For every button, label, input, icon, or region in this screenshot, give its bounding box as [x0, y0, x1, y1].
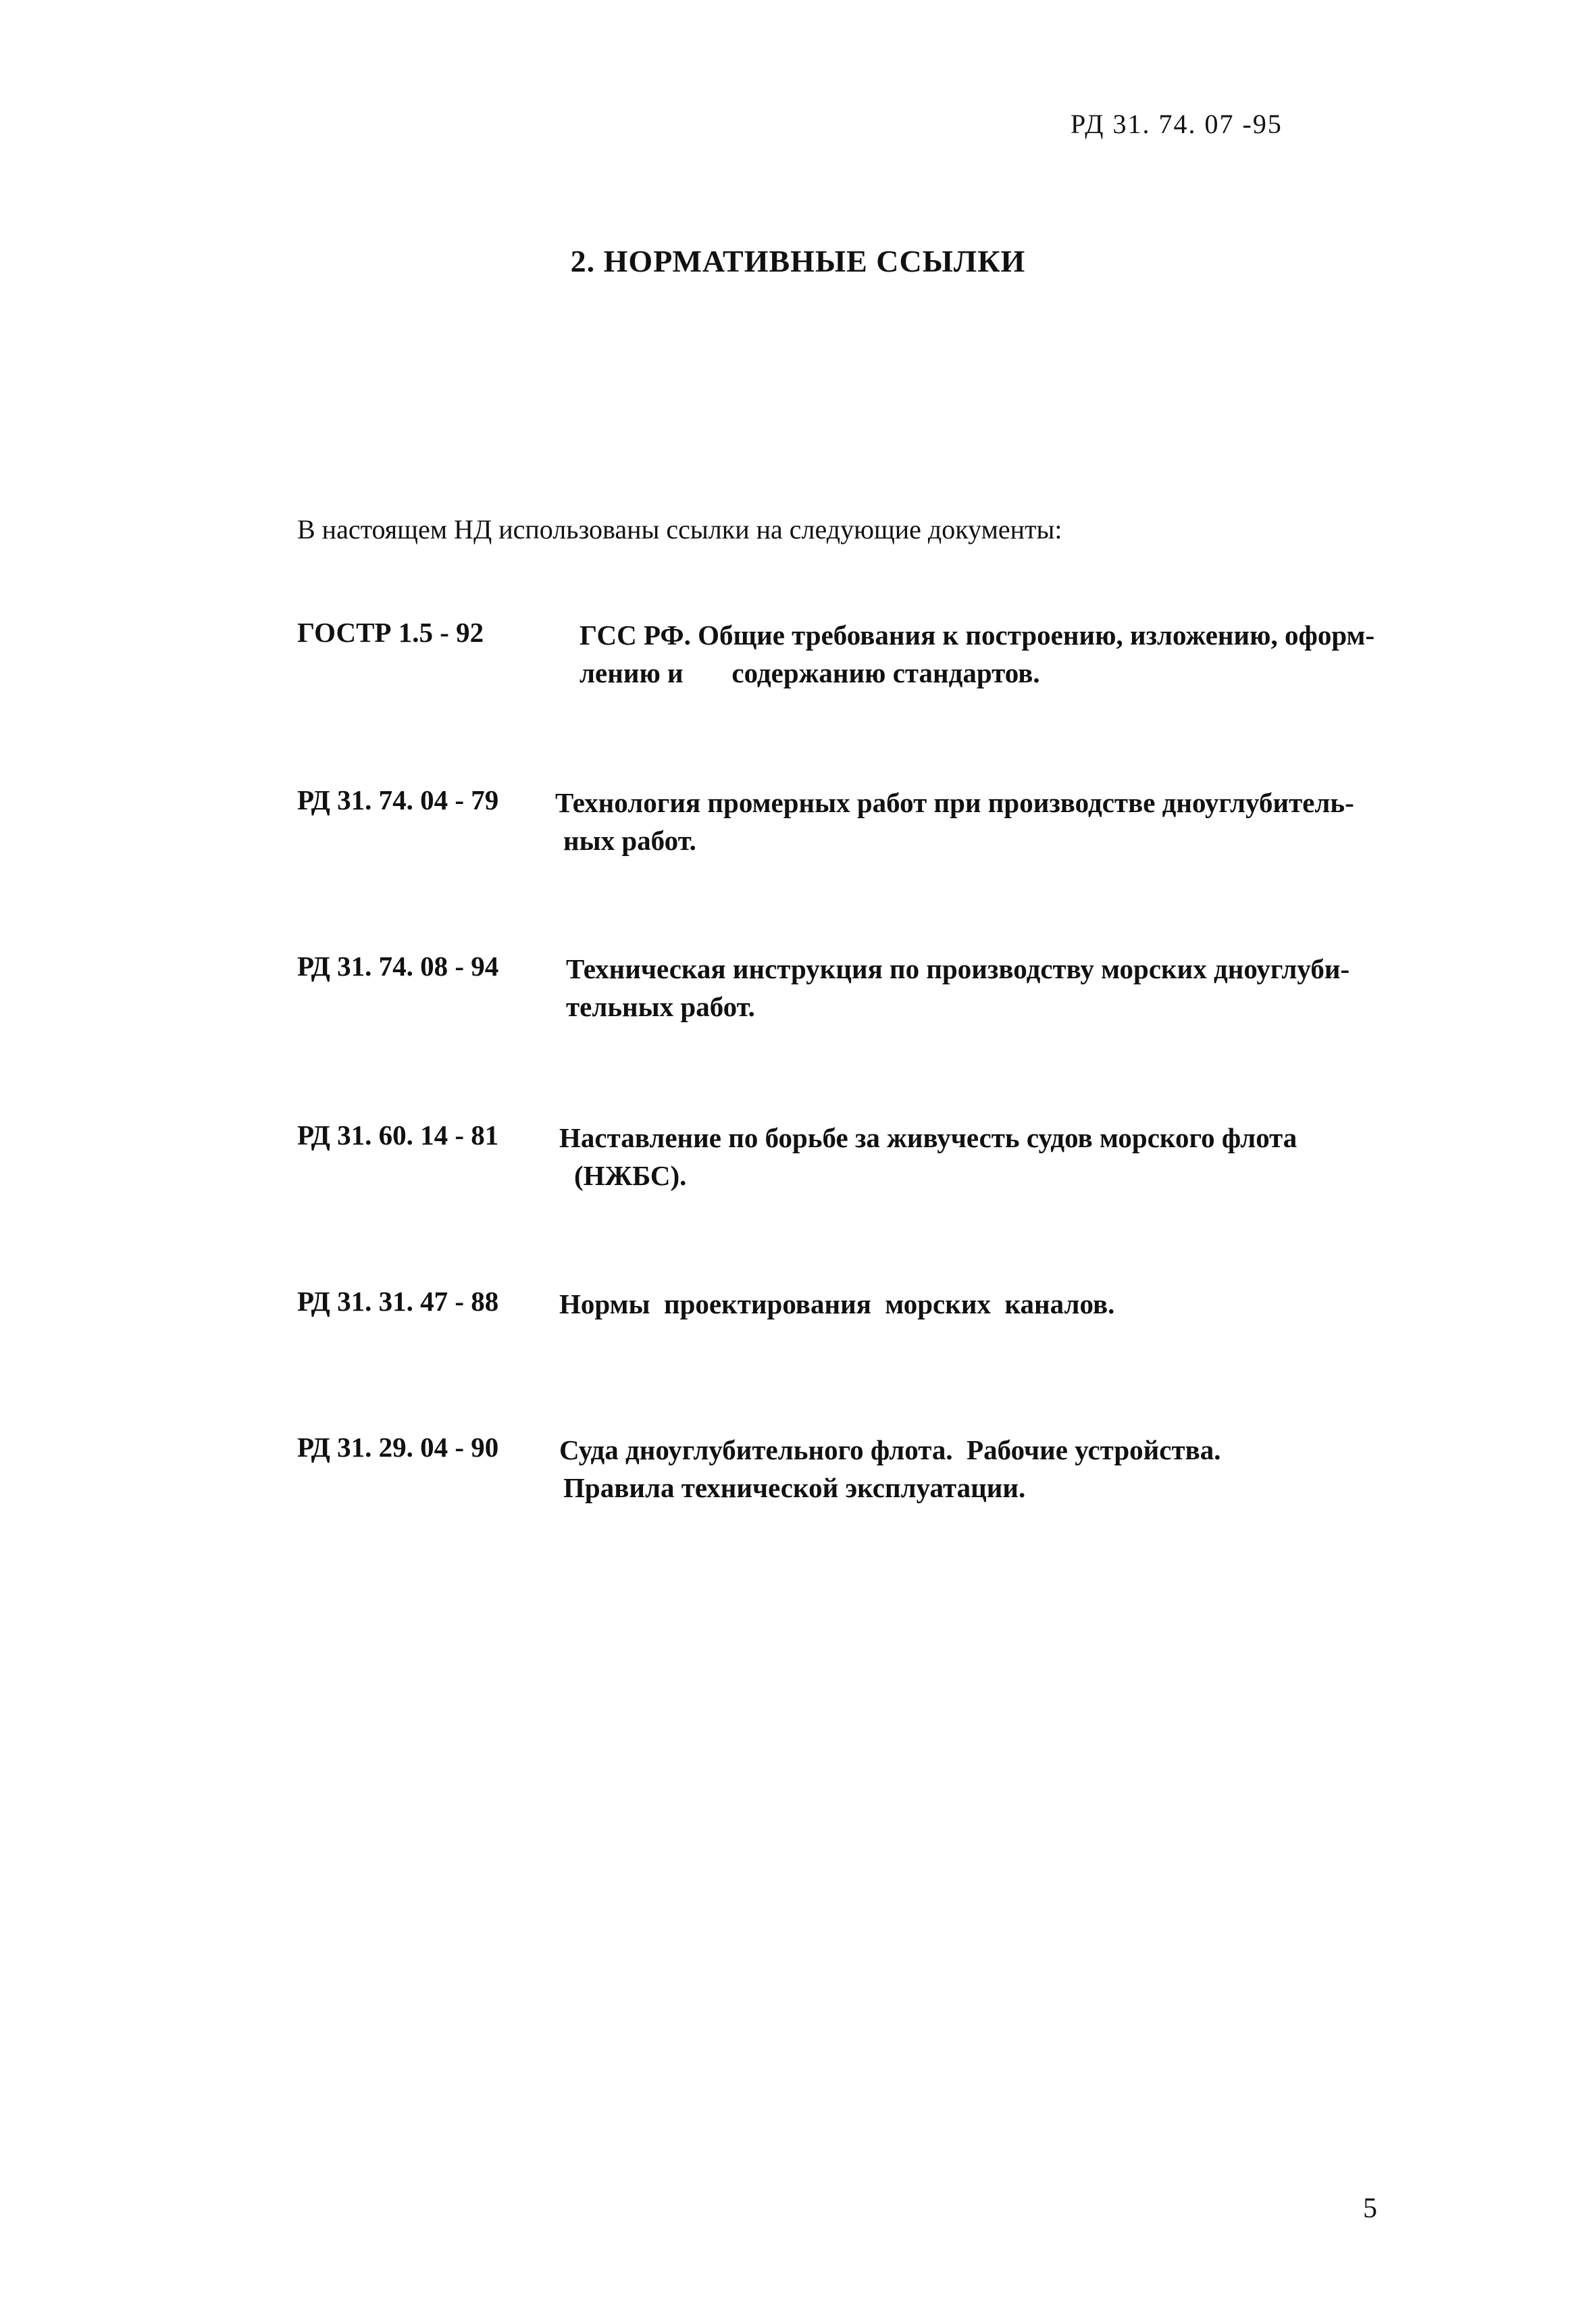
reference-title-line: Технология промерных работ при производстве дноуглубитель- [555, 787, 1354, 818]
reference-title-line: Наставление по борьбе за живучесть судов морского флота [559, 1122, 1297, 1153]
reference-title-line: тельных работ. [566, 991, 755, 1022]
intro-text: В настоящем НД использованы ссылки на следующие документы: [297, 514, 1062, 545]
reference-title-line: ных работ. [563, 825, 696, 856]
reference-title [559, 1285, 1397, 1323]
reference-title-line: Нормы проектирования морских каналов. [559, 1288, 1115, 1319]
reference-title-line: Суда дноуглубительного флота. Рабочие устройства. [559, 1434, 1221, 1465]
reference-code: ГОСТР 1.5 - 92 [297, 617, 484, 648]
reference-title [559, 1431, 1397, 1507]
reference-code: РД 31. 29. 04 - 90 [297, 1432, 499, 1463]
reference-code: РД 31. 60. 14 - 81 [297, 1120, 499, 1151]
reference-title-line: (НЖБС). [574, 1160, 687, 1191]
section-title: 2. НОРМАТИВНЫЕ ССЫЛКИ [570, 244, 1026, 278]
reference-title [580, 616, 1417, 692]
reference-code: РД 31. 31. 47 - 88 [297, 1286, 499, 1317]
reference-title-line: Правила технической эксплуатации. [563, 1472, 1026, 1503]
page-number: 5 [1363, 2193, 1377, 2224]
reference-code: РД 31. 74. 08 - 94 [297, 951, 499, 982]
reference-title [566, 950, 1404, 1026]
reference-title-line: ГСС РФ. Общие требования к построению, изложению, оформ- [580, 620, 1375, 651]
reference-title-line: лению и содержанию стандартов. [580, 657, 1040, 688]
reference-code: РД 31. 74. 04 - 79 [297, 784, 499, 815]
reference-title [559, 1119, 1397, 1194]
document-code: РД 31. 74. 07 -95 [1071, 109, 1283, 139]
reference-title [555, 784, 1393, 859]
reference-title-line: Техническая инструкция по производству морских дноуглуби- [566, 953, 1350, 984]
